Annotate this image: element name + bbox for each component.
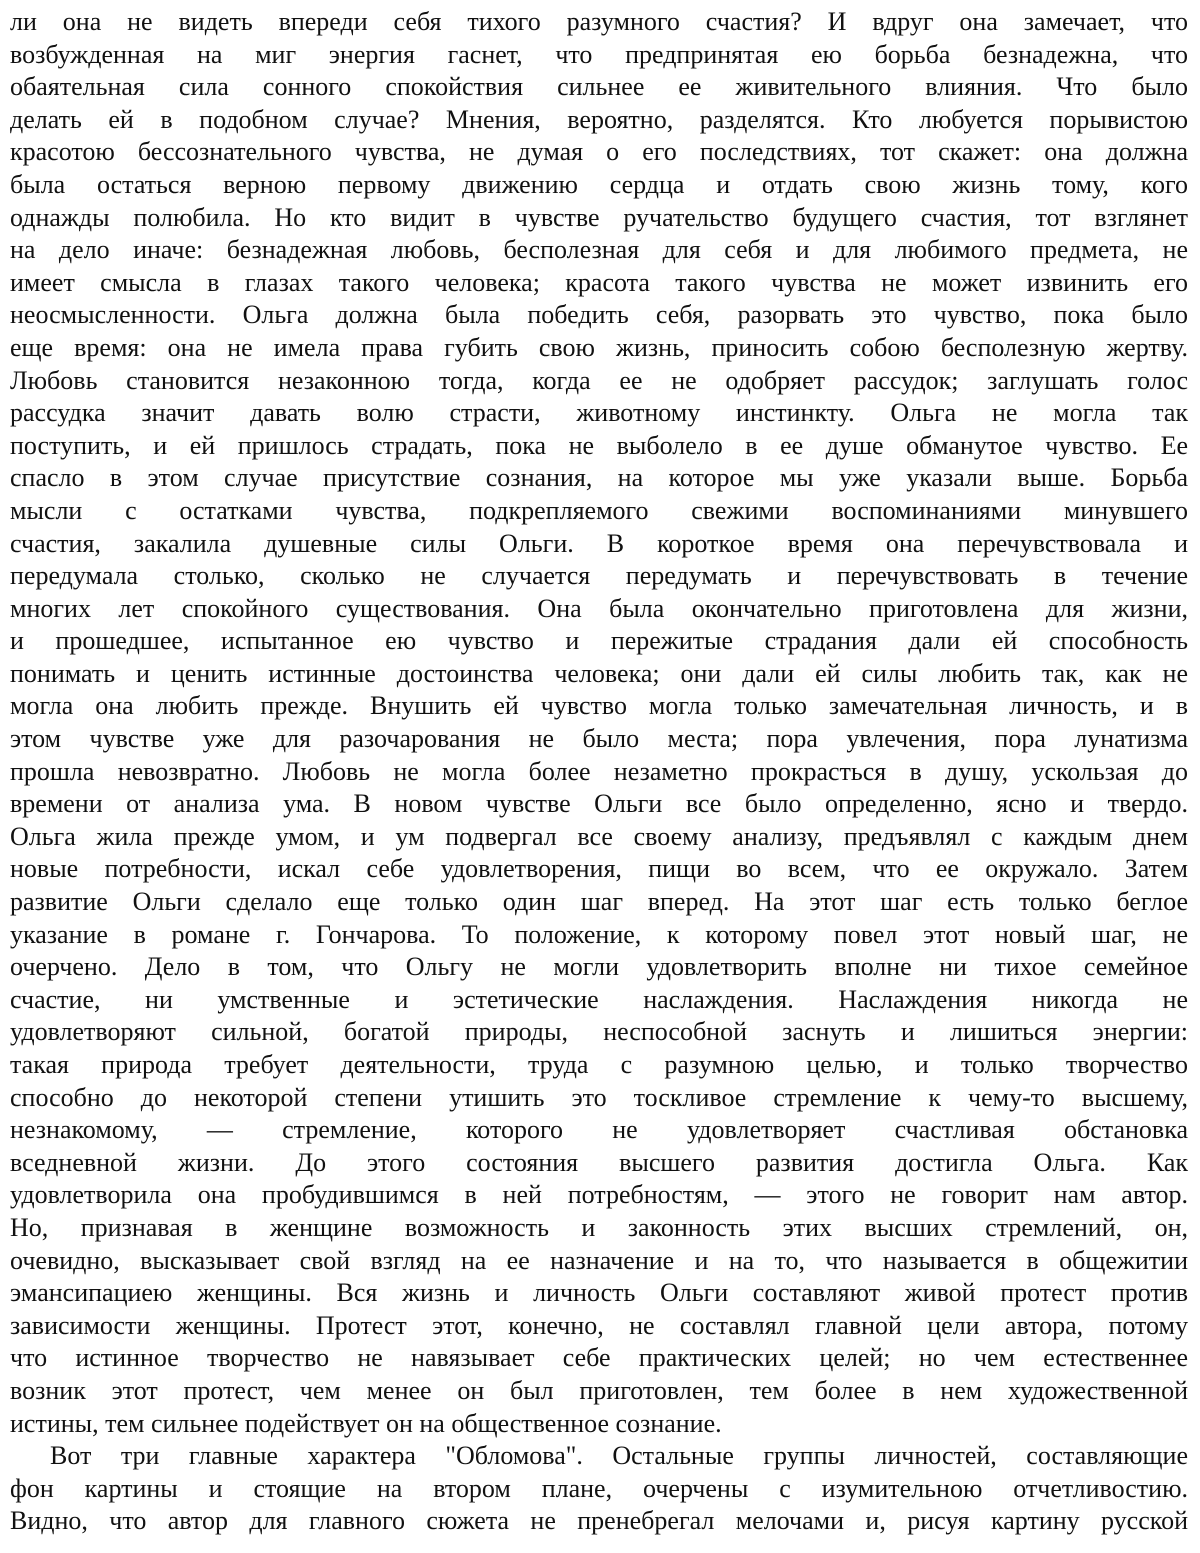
text-line: Но, признавая в женщине возможность и законность этих высших стремлений, он, bbox=[10, 1212, 1188, 1242]
text-line: удовлетворила она пробудившимся в ней потребностям, — этого не говорит нам автор. bbox=[10, 1180, 1188, 1210]
text-line: фон картины и стоящие на втором плане, очерчены с изумительною отчетливостию. bbox=[10, 1473, 1188, 1503]
text-line: такая природа требует деятельности, труда с разумною целью, и только творчество bbox=[10, 1050, 1188, 1079]
paragraph-2 bbox=[10, 1440, 1188, 1538]
text-line: могла она любить прежде. Внушить ей чувство могла только замечательная личность, и в bbox=[10, 691, 1188, 721]
text-line: однажды полюбила. Но кто видит в чувстве ручательство будущего счастия, тот взглянет bbox=[10, 202, 1188, 232]
text-line: на дело иначе: безнадежная любовь, бесполезная для себя и для любимого предмета, не bbox=[10, 235, 1188, 265]
text-line: возбужденная на миг энергия гаснет, что предпринятая ею борьба безнадежна, что bbox=[10, 39, 1188, 69]
text-line: многих лет спокойного существования. Она была окончательно приготовлена для жизни, bbox=[10, 593, 1188, 623]
text-line: рассудка значит давать волю страсти, животному инстинкту. Ольга не могла так bbox=[10, 398, 1188, 428]
text-line: красотою бессознательного чувства, не думая о его последствиях, тот скажет: она должна bbox=[10, 137, 1188, 167]
text-line: вседневной жизни. До этого состояния высшего развития достигла Ольга. Как bbox=[10, 1147, 1188, 1177]
text-line: и прошедшее, испытанное ею чувство и пережитые страдания дали ей способность bbox=[10, 626, 1188, 656]
text-line: передумала столько, сколько не случается передумать и перечувствовать в течение bbox=[10, 561, 1188, 591]
text-line: счастие, ни умственные и эстетические наслаждения. Наслаждения никогда не bbox=[10, 984, 1188, 1014]
text-line: очевидно, высказывает свой взгляд на ее назначение и на то, что называется в общежитии bbox=[10, 1245, 1188, 1275]
text-line: еще время: она не имела права губить свою жизнь, приносить собою бесполезную жертву. bbox=[10, 332, 1188, 362]
text-line: имеет смысла в глазах такого человека; красота такого чувства не может извинить его bbox=[10, 267, 1188, 297]
text-line: возник этот протест, чем менее он был приготовлен, тем более в нем художественной bbox=[10, 1375, 1188, 1405]
text-line: мысли с остатками чувства, подкрепляемого свежими воспоминаниями минувшего bbox=[10, 495, 1188, 525]
text-line: очерчено. Дело в том, что Ольгу не могли удовлетворить вполне ни тихое семейное bbox=[10, 952, 1188, 982]
text-line: делать ей в подобном случае? Мнения, вероятно, разделятся. Кто любуется порывистою bbox=[10, 104, 1188, 134]
text-line: прошла невозвратно. Любовь не могла более незаметно прокрасться в душу, ускользая до bbox=[10, 756, 1188, 786]
paragraph-1 bbox=[10, 6, 1188, 1440]
text-line: времени от анализа ума. В новом чувстве Ольги все было определенно, ясно и твердо. bbox=[10, 789, 1188, 819]
text-line: спасло в этом случае присутствие сознания, на которое мы уже указали выше. Борьба bbox=[10, 463, 1188, 493]
text-line: что истинное творчество не навязывает себе практических целей; но чем естественнее bbox=[10, 1343, 1188, 1373]
text-line: новые потребности, искал себе удовлетворения, пищи во всем, что ее окружало. Затем bbox=[10, 854, 1188, 884]
text-line: поступить, и ей пришлось страдать, пока не выболело в ее душе обманутое чувство. Ее bbox=[10, 430, 1188, 460]
text-line: этом чувстве уже для разочарования не было места; пора увлечения, пора лунатизма bbox=[10, 724, 1188, 754]
text-line: указание в романе г. Гончарова. То положение, к которому повел этот новый шаг, не bbox=[10, 919, 1188, 949]
text-line: понимать и ценить истинные достоинства человека; они дали ей силы любить так, как не bbox=[10, 658, 1188, 688]
text-line: истины, тем сильнее подействует он на общественное сознание. bbox=[10, 1408, 722, 1438]
text-line: Видно, что автор для главного сюжета не пренебрегал мелочами и, рисуя картину русской bbox=[10, 1506, 1188, 1536]
text-line: способно до некоторой степени утишить это тоскливое стремление к чему-то высшему, bbox=[10, 1082, 1188, 1112]
text-line: была остаться верною первому движению сердца и отдать свою жизнь тому, кого bbox=[10, 169, 1188, 199]
text-line: Вот три главные характера "Обломова". Остальные группы личностей, составляющие bbox=[50, 1441, 1188, 1471]
text-line: зависимости женщины. Протест этот, конечно, не составлял главной цели автора, потому bbox=[10, 1310, 1188, 1340]
text-line: неосмысленности. Ольга должна была победить себя, разорвать это чувство, пока было bbox=[10, 300, 1188, 330]
text-line: Любовь становится незаконною тогда, когда ее не одобряет рассудок; заглушать голос bbox=[10, 365, 1188, 395]
text-line: обаятельная сила сонного спокойствия сильнее ее живительного влияния. Что было bbox=[10, 72, 1188, 102]
text-line: эмансипациею женщины. Вся жизнь и личность Ольги составляют живой протест против bbox=[10, 1278, 1188, 1308]
text-line: развитие Ольги сделало еще только один шаг вперед. На этот шаг есть только беглое bbox=[10, 887, 1188, 917]
text-line: ли она не видеть впереди себя тихого разумного счастия? И вдруг она замечает, что bbox=[10, 7, 1188, 36]
text-line: счастия, закалила душевные силы Ольги. В короткое время она перечувствовала и bbox=[10, 528, 1188, 558]
text-line: Ольга жила прежде умом, и ум подвергал все своему анализу, предъявлял с каждым днем bbox=[10, 821, 1188, 851]
text-line: удовлетворяют сильной, богатой природы, неспособной заснуть и лишиться энергии: bbox=[10, 1017, 1188, 1047]
text-line: незнакомому, — стремление, которого не удовлетворяет счастливая обстановка bbox=[10, 1115, 1188, 1145]
